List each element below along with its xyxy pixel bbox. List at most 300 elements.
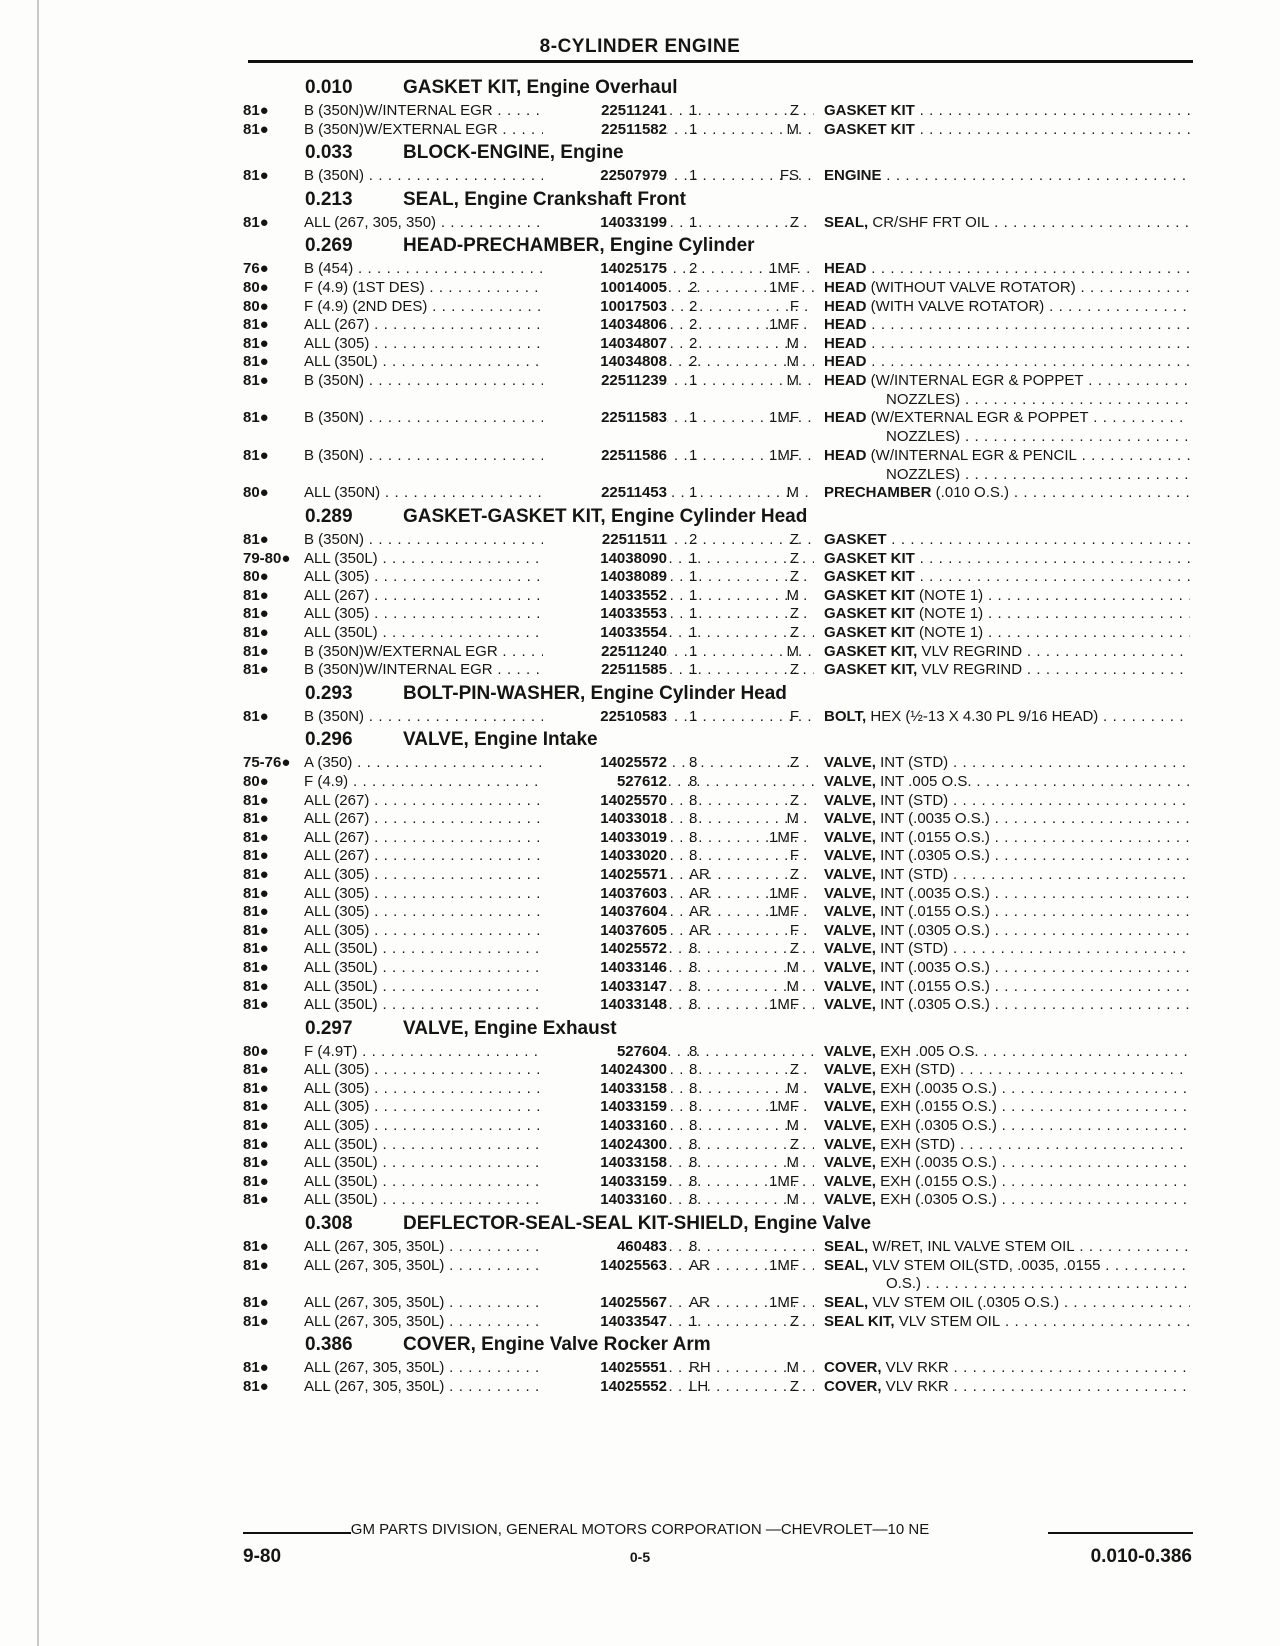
description-cell bbox=[824, 1359, 1190, 1378]
table-row bbox=[243, 605, 1193, 624]
year-cell: 81● bbox=[243, 446, 269, 464]
description-cell bbox=[824, 1191, 1190, 1210]
model-cell: ALL (350L) . . . bbox=[304, 940, 814, 959]
year-cell: 81● bbox=[243, 828, 269, 846]
description-detail: (W/EXTERNAL EGR & POPPET bbox=[866, 409, 1089, 427]
part-number-cell: 22511241 bbox=[543, 102, 667, 121]
description-cell bbox=[824, 643, 1190, 662]
source-code-cell: Z bbox=[789, 1377, 799, 1395]
quantity-cell: AR bbox=[689, 921, 710, 939]
footer-publisher: GM PARTS DIVISION, GENERAL MOTORS CORPORATION —CHEVROLET—10 NE bbox=[350, 1521, 930, 1538]
description-keyword: BOLT, bbox=[824, 707, 867, 725]
source-code-cell: 1MF bbox=[769, 1098, 799, 1116]
quantity-cell: 8 bbox=[689, 810, 698, 828]
table-row bbox=[243, 1294, 1193, 1313]
description-detail: EXH (.0155 O.S.) bbox=[875, 1172, 997, 1190]
section-code: 0.289 bbox=[305, 506, 353, 528]
part-number-cell: 22511239 bbox=[543, 372, 667, 391]
quantity-cell: 1 bbox=[689, 446, 698, 464]
section-header bbox=[243, 503, 1193, 531]
source-code-cell: 1MF bbox=[769, 903, 799, 921]
description-keyword: VALVE, bbox=[824, 884, 876, 902]
quantity-cell: 1 bbox=[689, 120, 698, 138]
description-detail: INT (STD) bbox=[875, 865, 949, 883]
quantity-cell: 8 bbox=[689, 847, 698, 865]
part-number-cell: 14033159 bbox=[543, 1098, 667, 1117]
part-number-cell: 460483 bbox=[543, 1238, 667, 1257]
quantity-cell: 2 bbox=[689, 260, 698, 278]
description-keyword: GASKET KIT, bbox=[824, 642, 918, 660]
table-row bbox=[243, 1378, 1193, 1397]
description-detail: INT (.0155 O.S.) bbox=[875, 903, 990, 921]
table-row bbox=[243, 1136, 1193, 1155]
description-detail: (WITHOUT VALVE ROTATOR) bbox=[866, 278, 1076, 296]
description-detail: (NOTE 1) bbox=[914, 586, 984, 604]
section-header bbox=[243, 680, 1193, 708]
source-code-cell: Z bbox=[789, 531, 799, 549]
year-cell: 81● bbox=[243, 1098, 269, 1116]
part-number-cell: 14034807 bbox=[543, 335, 667, 354]
description-keyword: GASKET KIT bbox=[824, 120, 915, 138]
description-cell bbox=[824, 298, 1190, 317]
description-cell bbox=[824, 1294, 1190, 1313]
section-name: BLOCK-ENGINE, Engine bbox=[403, 142, 624, 164]
description-keyword: VALVE, bbox=[824, 1154, 876, 1172]
section-name: COVER, Engine Valve Rocker Arm bbox=[403, 1334, 711, 1356]
model-cell: ALL (305) . . . bbox=[304, 1117, 814, 1136]
table-row bbox=[243, 568, 1193, 587]
source-code-cell: Z bbox=[789, 940, 799, 958]
table-row bbox=[243, 1061, 1193, 1080]
part-number-cell: 14033158 bbox=[543, 1154, 667, 1173]
year-cell: 81● bbox=[243, 1172, 269, 1190]
source-code-cell: M bbox=[786, 977, 799, 995]
source-code-cell: M bbox=[786, 810, 799, 828]
quantity-cell: 8 bbox=[689, 1061, 698, 1079]
model-cell: ALL (267) . . . bbox=[304, 847, 814, 866]
section-header bbox=[243, 1015, 1193, 1043]
source-code-cell: Z bbox=[789, 549, 799, 567]
year-cell: 81● bbox=[243, 1061, 269, 1079]
part-number-cell: 14033147 bbox=[543, 978, 667, 997]
year-cell: 76● bbox=[243, 260, 269, 278]
year-cell: 80● bbox=[243, 568, 269, 586]
table-row bbox=[243, 121, 1193, 140]
year-cell: 81● bbox=[243, 661, 269, 679]
table-row bbox=[243, 885, 1193, 904]
table-row bbox=[243, 847, 1193, 866]
source-code-cell: 1MF bbox=[769, 1256, 799, 1274]
description-cell bbox=[824, 922, 1190, 941]
quantity-cell: 8 bbox=[689, 791, 698, 809]
year-cell: 81● bbox=[243, 586, 269, 604]
model-cell: F (4.9) (1ST DES) . . . bbox=[304, 279, 814, 298]
source-code-cell: M bbox=[786, 642, 799, 660]
description-keyword: GASKET KIT bbox=[824, 586, 915, 604]
part-number-cell: 22511585 bbox=[543, 661, 667, 680]
source-code-cell: F bbox=[789, 707, 799, 725]
description-cell bbox=[824, 121, 1190, 140]
table-row bbox=[243, 298, 1193, 317]
year-cell: 81● bbox=[243, 940, 269, 958]
description-detail: INT (.0035 O.S.) bbox=[875, 810, 990, 828]
source-code-cell: 1MF bbox=[769, 316, 799, 334]
part-number-cell: 22511583 bbox=[543, 409, 667, 428]
model-cell: ALL (305) . . . bbox=[304, 1061, 814, 1080]
description-detail: (.010 O.S.) bbox=[931, 484, 1010, 502]
quantity-cell: 8 bbox=[689, 1154, 698, 1172]
description-cell bbox=[824, 1098, 1190, 1117]
year-cell: 81● bbox=[243, 1359, 269, 1377]
section-name: BOLT-PIN-WASHER, Engine Cylinder Head bbox=[403, 682, 787, 704]
part-number-cell: 14025570 bbox=[543, 792, 667, 811]
source-code-cell: 1MF bbox=[769, 996, 799, 1014]
quantity-cell: 1 bbox=[689, 707, 698, 725]
quantity-cell: AR bbox=[689, 903, 710, 921]
section-name: GASKET-GASKET KIT, Engine Cylinder Head bbox=[403, 506, 808, 528]
year-cell: 81● bbox=[243, 791, 269, 809]
table-row bbox=[243, 810, 1193, 829]
model-cell: B (350N)W/EXTERNAL EGR . . . bbox=[304, 121, 814, 140]
table-row bbox=[243, 922, 1193, 941]
table-row bbox=[243, 447, 1193, 485]
quantity-cell: AR bbox=[689, 1256, 710, 1274]
description-cell bbox=[824, 1117, 1190, 1136]
table-row bbox=[243, 1043, 1193, 1062]
description-cell bbox=[824, 708, 1190, 727]
part-number-cell: 10017503 bbox=[543, 298, 667, 317]
quantity-cell: 1 bbox=[689, 409, 698, 427]
source-code-cell: M bbox=[786, 371, 799, 389]
description-continuation: NOZZLES) . . . bbox=[824, 428, 1190, 447]
description-keyword: VALVE, bbox=[824, 865, 876, 883]
source-code-cell: M bbox=[786, 334, 799, 352]
section-header bbox=[243, 74, 1193, 102]
source-code-cell: M bbox=[786, 958, 799, 976]
description-keyword: HEAD bbox=[824, 334, 867, 352]
description-detail: VLV REGRIND bbox=[917, 661, 1023, 679]
description-detail: INT (.0035 O.S.) bbox=[875, 958, 990, 976]
model-cell: F (4.9) . . . bbox=[304, 773, 814, 792]
description-detail: INT (.0155 O.S.) bbox=[875, 828, 990, 846]
year-cell: 81● bbox=[243, 1191, 269, 1209]
section-code: 0.297 bbox=[305, 1017, 353, 1039]
section-code: 0.293 bbox=[305, 682, 353, 704]
section-header bbox=[243, 1331, 1193, 1359]
model-cell: ALL (350N) . . . bbox=[304, 484, 814, 503]
description-cell bbox=[824, 1154, 1190, 1173]
year-cell: 80● bbox=[243, 484, 269, 502]
part-number-cell: 14034808 bbox=[543, 353, 667, 372]
year-cell: 81● bbox=[243, 1312, 269, 1330]
table-row bbox=[243, 353, 1193, 372]
table-row bbox=[243, 829, 1193, 848]
model-cell: ALL (305) . . . bbox=[304, 335, 814, 354]
quantity-cell: 8 bbox=[689, 940, 698, 958]
description-keyword: GASKET KIT bbox=[824, 624, 915, 641]
description-cell bbox=[824, 279, 1190, 298]
quantity-cell: 1 bbox=[689, 661, 698, 679]
description-keyword: VALVE, bbox=[824, 1117, 876, 1135]
source-code-cell: Z bbox=[789, 1135, 799, 1153]
quantity-cell: 1 bbox=[689, 371, 698, 389]
description-keyword: SEAL, bbox=[824, 1238, 869, 1256]
model-cell: F (4.9T) . . . bbox=[304, 1043, 814, 1062]
description-cell bbox=[824, 447, 1190, 466]
part-number-cell: 14033158 bbox=[543, 1080, 667, 1099]
quantity-cell: 1 bbox=[689, 102, 698, 119]
description-cell bbox=[824, 978, 1190, 997]
description-keyword: VALVE, bbox=[824, 1079, 876, 1097]
quantity-cell: 8 bbox=[689, 1098, 698, 1116]
model-cell: ALL (305) . . . bbox=[304, 568, 814, 587]
description-detail: EXH (.0305 O.S.) bbox=[875, 1117, 997, 1135]
description-keyword: GASKET KIT bbox=[824, 549, 915, 567]
model-cell: ALL (267, 305, 350L) . . . bbox=[304, 1257, 814, 1276]
section-header bbox=[243, 1210, 1193, 1238]
description-detail: EXH (.0155 O.S.) bbox=[875, 1098, 997, 1116]
year-cell: 81● bbox=[243, 1377, 269, 1395]
year-cell: 81● bbox=[243, 1238, 269, 1256]
model-cell: ALL (350L) . . . bbox=[304, 996, 814, 1015]
model-cell: ALL (267, 305, 350) . . . bbox=[304, 214, 814, 233]
source-code-cell: Z bbox=[789, 213, 799, 231]
description-keyword: VALVE, bbox=[824, 791, 876, 809]
description-cell bbox=[824, 335, 1190, 354]
part-number-cell: 527604 bbox=[543, 1043, 667, 1062]
description-detail: VLV RKR bbox=[881, 1377, 949, 1395]
part-number-cell: 22511511 bbox=[543, 531, 667, 550]
section-name: SEAL, Engine Crankshaft Front bbox=[403, 188, 686, 210]
model-cell: ALL (267, 305, 350L) . . . bbox=[304, 1359, 814, 1378]
description-keyword: HEAD bbox=[824, 316, 867, 334]
part-number-cell: 22511240 bbox=[543, 643, 667, 662]
page-margin-line bbox=[37, 0, 39, 1646]
quantity-cell: 1 bbox=[689, 605, 698, 623]
table-row bbox=[243, 1117, 1193, 1136]
quantity-cell: 8 bbox=[689, 1079, 698, 1097]
description-keyword: VALVE, bbox=[824, 847, 876, 865]
section-code: 0.386 bbox=[305, 1334, 353, 1356]
description-detail: INT (.0155 O.S.) bbox=[875, 977, 990, 995]
quantity-cell: 1 bbox=[689, 1312, 698, 1330]
table-row bbox=[243, 754, 1193, 773]
description-detail: VLV REGRIND bbox=[917, 642, 1023, 660]
part-number-cell: 14038089 bbox=[543, 568, 667, 587]
table-row bbox=[243, 1080, 1193, 1099]
description-detail: VLV RKR bbox=[881, 1359, 949, 1377]
description-cell bbox=[824, 372, 1190, 391]
description-detail: INT (STD) bbox=[875, 791, 949, 809]
description-cell bbox=[824, 1043, 1190, 1062]
part-number-cell: 14025175 bbox=[543, 260, 667, 279]
year-cell: 80● bbox=[243, 1042, 269, 1060]
quantity-cell: 2 bbox=[689, 316, 698, 334]
year-cell: 81● bbox=[243, 1256, 269, 1274]
description-keyword: HEAD bbox=[824, 278, 867, 296]
part-number-cell: 14033018 bbox=[543, 810, 667, 829]
description-cell bbox=[824, 624, 1190, 643]
description-keyword: HEAD bbox=[824, 353, 867, 371]
description-cell bbox=[824, 484, 1190, 503]
quantity-cell: 8 bbox=[689, 1172, 698, 1190]
year-cell: 80● bbox=[243, 772, 269, 790]
year-cell: 81● bbox=[243, 213, 269, 231]
description-cell bbox=[824, 568, 1190, 587]
source-code-cell: M bbox=[786, 1079, 799, 1097]
table-row bbox=[243, 167, 1193, 186]
source-code-cell: 1MF bbox=[769, 278, 799, 296]
table-row bbox=[243, 279, 1193, 298]
year-cell: 81● bbox=[243, 371, 269, 389]
description-cell bbox=[824, 847, 1190, 866]
year-cell: 81● bbox=[243, 167, 269, 185]
source-code-cell: 1MF bbox=[769, 446, 799, 464]
year-cell: 81● bbox=[243, 1294, 269, 1312]
source-code-cell: Z bbox=[789, 661, 799, 679]
description-cell bbox=[824, 1080, 1190, 1099]
description-detail: (WITH VALVE ROTATOR) bbox=[866, 297, 1045, 315]
year-cell: 80● bbox=[243, 278, 269, 296]
table-row bbox=[243, 214, 1193, 233]
description-detail: (NOTE 1) bbox=[914, 624, 984, 641]
part-number-cell: 14025572 bbox=[543, 754, 667, 773]
quantity-cell: 1 bbox=[689, 213, 698, 231]
year-cell: 81● bbox=[243, 1154, 269, 1172]
year-cell: 81● bbox=[243, 707, 269, 725]
quantity-cell: 8 bbox=[689, 996, 698, 1014]
part-number-cell: 14033553 bbox=[543, 605, 667, 624]
source-code-cell: Z bbox=[789, 605, 799, 623]
part-number-cell: 14033146 bbox=[543, 959, 667, 978]
description-detail: EXH (.0035 O.S.) bbox=[875, 1079, 997, 1097]
section-name: HEAD-PRECHAMBER, Engine Cylinder bbox=[403, 235, 755, 257]
description-cell bbox=[824, 167, 1190, 186]
model-cell: ALL (350L) . . . bbox=[304, 978, 814, 997]
table-row bbox=[243, 940, 1193, 959]
description-detail: EXH (STD) bbox=[875, 1135, 956, 1153]
description-detail: HEX (½-13 X 4.30 PL 9/16 HEAD) bbox=[866, 707, 1099, 725]
source-code-cell: M bbox=[786, 1359, 799, 1377]
quantity-cell: 1 bbox=[689, 568, 698, 586]
source-code-cell: F bbox=[789, 297, 799, 315]
description-cell bbox=[824, 773, 1190, 792]
description-keyword: VALVE, bbox=[824, 1172, 876, 1190]
description-keyword: GASKET KIT, bbox=[824, 661, 918, 679]
description-detail: INT (.0035 O.S.) bbox=[875, 884, 990, 902]
source-code-cell: M bbox=[786, 1191, 799, 1209]
model-cell: ALL (267) . . . bbox=[304, 792, 814, 811]
model-cell: ALL (267) . . . bbox=[304, 587, 814, 606]
table-row bbox=[243, 1098, 1193, 1117]
description-keyword: HEAD bbox=[824, 371, 867, 389]
description-detail: EXH .005 O.S. bbox=[875, 1042, 979, 1060]
table-row bbox=[243, 996, 1193, 1015]
model-cell: ALL (305) . . . bbox=[304, 922, 814, 941]
quantity-cell: AR bbox=[689, 1294, 710, 1312]
year-cell: 81● bbox=[243, 624, 269, 641]
part-number-cell: 14025572 bbox=[543, 940, 667, 959]
footer-range: 0.010-0.386 bbox=[1090, 1546, 1192, 1567]
year-cell: 81● bbox=[243, 409, 269, 427]
description-keyword: VALVE, bbox=[824, 828, 876, 846]
model-cell: ALL (350L) . . . bbox=[304, 550, 814, 569]
description-cell bbox=[824, 996, 1190, 1015]
source-code-cell: 1MF bbox=[769, 828, 799, 846]
section-code: 0.269 bbox=[305, 235, 353, 257]
table-row bbox=[243, 643, 1193, 662]
model-cell: ALL (305) . . . bbox=[304, 1098, 814, 1117]
year-cell: 81● bbox=[243, 1079, 269, 1097]
part-number-cell: 14033160 bbox=[543, 1191, 667, 1210]
part-number-cell: 14025563 bbox=[543, 1257, 667, 1276]
description-cell bbox=[824, 1378, 1190, 1397]
source-code-cell: 1MF bbox=[769, 409, 799, 427]
quantity-cell: 8 bbox=[689, 1191, 698, 1209]
section-header bbox=[243, 726, 1193, 754]
description-detail: INT (.0305 O.S.) bbox=[875, 921, 990, 939]
table-row bbox=[243, 1154, 1193, 1173]
model-cell: B (350N) . . . bbox=[304, 531, 814, 550]
part-number-cell: 22510583 bbox=[543, 708, 667, 727]
description-detail: VLV STEM OIL (.0305 O.S.) bbox=[868, 1294, 1060, 1312]
model-cell: ALL (305) . . . bbox=[304, 903, 814, 922]
year-cell: 75-76● bbox=[243, 754, 291, 772]
quantity-cell: AR bbox=[689, 884, 710, 902]
table-row bbox=[243, 484, 1193, 503]
part-number-cell: 14024300 bbox=[543, 1061, 667, 1080]
model-cell: B (350N) . . . bbox=[304, 708, 814, 727]
description-cell bbox=[824, 550, 1190, 569]
description-cell bbox=[824, 940, 1190, 959]
description-keyword: VALVE, bbox=[824, 1135, 876, 1153]
description-detail: INT .005 O.S. bbox=[875, 772, 972, 790]
section-header bbox=[243, 232, 1193, 260]
table-row bbox=[243, 260, 1193, 279]
quantity-cell: 8 bbox=[689, 1135, 698, 1153]
model-cell: B (350N) . . . bbox=[304, 447, 814, 466]
table-row bbox=[243, 372, 1193, 410]
model-cell: ALL (267, 305, 350L) . . . bbox=[304, 1294, 814, 1313]
quantity-cell: 1 bbox=[689, 642, 698, 660]
table-row bbox=[243, 708, 1193, 727]
source-code-cell: Z bbox=[789, 791, 799, 809]
quantity-cell: 2 bbox=[689, 278, 698, 296]
description-keyword: VALVE, bbox=[824, 903, 876, 921]
model-cell: ALL (350L) . . . bbox=[304, 1173, 814, 1192]
description-keyword: GASKET KIT bbox=[824, 102, 915, 119]
quantity-cell: 1 bbox=[689, 549, 698, 567]
source-code-cell: Z bbox=[789, 865, 799, 883]
model-cell: ALL (267, 305, 350L) . . . bbox=[304, 1313, 814, 1332]
title-rule bbox=[248, 60, 1193, 63]
quantity-cell: 8 bbox=[689, 772, 698, 790]
table-row bbox=[243, 531, 1193, 550]
description-keyword: PRECHAMBER bbox=[824, 484, 932, 502]
part-number-cell: 14024300 bbox=[543, 1136, 667, 1155]
description-continuation: O.S.) . . . bbox=[824, 1275, 1190, 1294]
year-cell: 81● bbox=[243, 865, 269, 883]
quantity-cell: 2 bbox=[689, 531, 698, 549]
description-cell bbox=[824, 605, 1190, 624]
description-keyword: SEAL, bbox=[824, 1256, 869, 1274]
year-cell: 81● bbox=[243, 810, 269, 828]
quantity-cell: 8 bbox=[689, 1238, 698, 1256]
year-cell: 81● bbox=[243, 958, 269, 976]
quantity-cell: 1 bbox=[689, 484, 698, 502]
quantity-cell: 2 bbox=[689, 334, 698, 352]
model-cell: ALL (305) . . . bbox=[304, 1080, 814, 1099]
